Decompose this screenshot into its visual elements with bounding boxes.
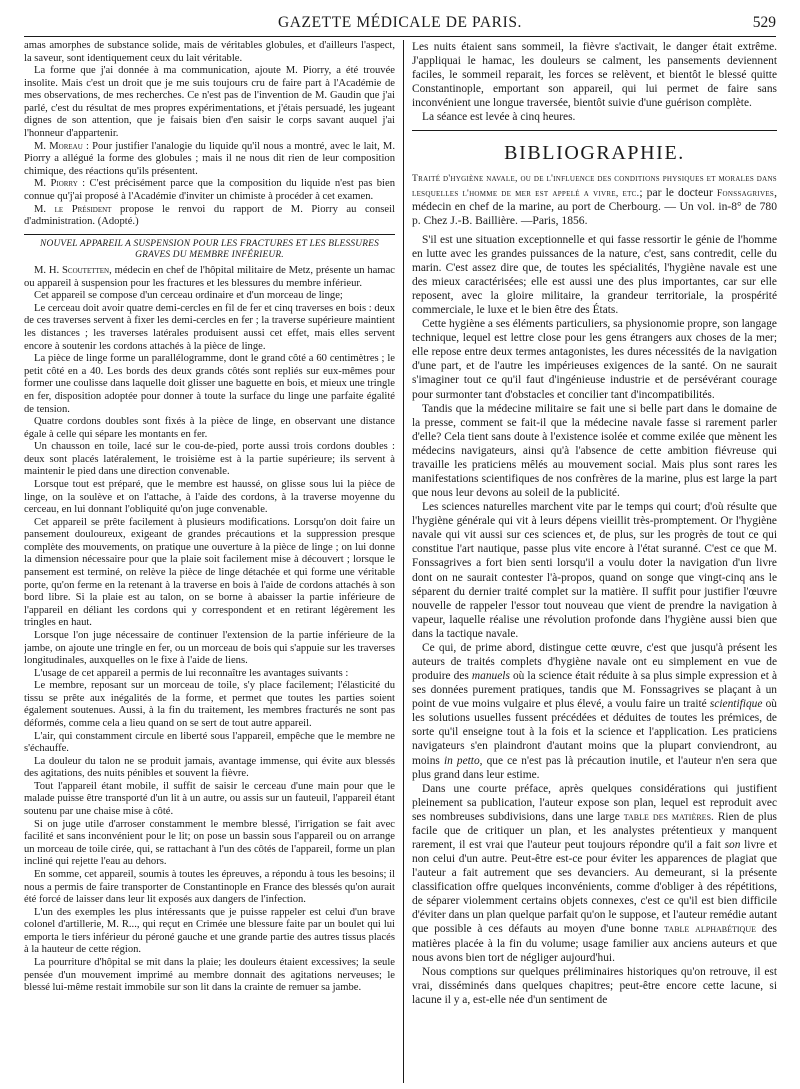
right-column [412,40,777,1083]
speaker-name: M. le Président [34,203,112,215]
paragraph: La pièce de linge forme un parallélogramme, dont le grand côté a 60 centimètres ; le petit côté en a 40. Les bords des deux grands côtés sont repliés sur eux-mêmes pour former une coulisse dans laquelle doit glisser une baguette en bois, et mieux une tringle en fer, disposition adoptée pour donner à toute la surface du linge une parfaite égalité de tension. [24,353,395,415]
paragraph-text: : C'est précisément parce que la composition du liquide n'est pas bien connue qu'j'ai proposé à l'Académie d'inviter un chimiste à procéder à cet examen. [24,178,395,202]
book-reference [412,171,777,229]
paragraph: Tandis que la médecine militaire se fait une si belle part dans le domaine de la presse, comment se fait-il que la médecine navale fasse si rarement parler d'elle? Cela tient sans doute à l'existence isolée et comme exilée que mènent les médecins navigateurs, ainsi qu'à l'absence de cette ambition fiévreuse qui travaille les praticiens mêlés au mouvement social. Mais plus sont rares les manifestations scientifiques de nos confrères de la marine, plus est large la part que nous leur devons au soleil de la publicité. [412,402,777,500]
paragraph [24,265,395,290]
journal-title: GAZETTE MÉDICALE DE PARIS. [277,14,523,31]
paragraph-text: des matières placée à la fin du volume; usage familier aux anciens auteurs et que nous avons bien tort de négliger aujourd'hui. [412,923,777,964]
book-details: , médecin en chef de la marine, au port de Cherbourg. — Un vol. in-8° de 780 p. Chez J.-B. Baillière. —Paris, 1856. [412,185,777,228]
speaker-name: M. H. Scoutetten [34,265,110,277]
column-divider [403,40,404,1083]
book-author: Fonssagrives [716,187,775,199]
book-author-prefix: ; par le docteur [639,185,717,199]
emphasis: manuels [471,670,510,683]
section-heading: NOUVEL APPAREIL A SUSPENSION POUR LES FRACTURES ET LES BLESSURES GRAVES DU MEMBRE INFÉRIEUR. [40,238,379,261]
paragraph [412,641,777,782]
paragraph: Cette hygiène a ses éléments particuliers, sa physionomie propre, son langage technique, lequel est lettre close pour les gens étrangers aux choses de la mer; elle repose entre deux termes antagonistes, les dures nécessités de la navigation d'une part, et de l'autre les impérieuses exigences de la santé. On ne saurait s'imaginer tout ce qu'il faut d'ingénieuse industrie et de persévérant courage pour surmonter tant d'obstacles et concilier tant d'incompatibilités. [412,318,777,401]
paragraph: Cet appareil se prête facilement à plusieurs modifications. Lorsqu'on doit faire un pansement douloureux, exigeant de grandes précautions et la suppression presque complète des mouvements, on pratique une ouverture à la pièce de linge ; on lui donne la dimension nécessaire pour que la plaie soit facilement mise à découvert ; lorsque le pansement est terminé, on relève la pièce de linge détachée et qui forme une véritable porte, qu'on ferme en la retenant à la traverse en bois à l'aide de cordons attachés à son bord libre. Si la plaie est au talon, on se borne à abaisser la partie inférieure de l'appareil en déliant les cordons qui y correspondent et en retirant légèrement les tringles en haut. [24,516,395,629]
paragraph: En somme, cet appareil, soumis à toutes les épreuves, a répondu à tous les besoins; il nous a permis de faire transporter de Constantinople en France des blessés qu'on aurait été forcé de laisser dans leur lit exposés aux dangers de l'infection. [24,868,395,906]
paragraph [412,782,777,965]
paragraph: Lorsque l'on juge nécessaire de continuer l'extension de la partie inférieure de la jambe, on ajoute une tringle en fer, ou un morceau de bois qui s'appuie sur les traverses longitudinales, auxquelles on le fixe à l'aide de liens. [24,629,395,667]
paragraph: Tout l'appareil étant mobile, il suffit de saisir le cerceau d'une main pour que le malade puisse être transporté d'un lit à un autre, ou assis sur un fauteuil, l'appareil étant soutenu par une chaise mise à côté. [24,780,395,818]
paragraph: Les sciences naturelles marchent vite par le temps qui court; d'où résulte que l'hygiène générale qui vit à leurs dépens vieillit très-promptement. Or l'hygiène navale qui vit aussi sur ces sciences et, de plus, sur les progrès de tout ce qui constitue l'art nautique, passe plus vite encore à l'état suranné. C'est ce que M. Fonssagrives a fort bien senti lorsqu'il a voulu doter la navigation d'un livre dont on ne saurait contester l'à-propos, quand on songe que vingt-cinq ans le séparent du dernier traité complet sur la matière. Il suffit pour justifier l'œuvre nouvelle de rappeler l'essor tout nouveau que vient de prendre la navigation à vapeur, laquelle réalise une révolution profonde dans l'hygiène aussi bien que dans la tactique navale. [412,501,777,640]
paragraph-text: : Pour justifier l'analogie du liquide qu'il nous a montré, avec le lait, M. Piorry a allégué la forme des globules ; mais il ne nous dit rien de leur composition chimique, des réactions qu'ils présentent. [24,140,395,177]
left-column [24,40,395,1083]
paragraph-text: propose le renvoi du rapport de M. Piorry au conseil d'administration. (Adopté.) [24,203,395,228]
emphasis: son [724,839,741,852]
paragraph: amas amorphes de substance solide, mais de véritables globules, et d'ailleurs l'aspect, la saveur, sont identiquement ceux du lait véritable. [24,40,395,64]
paragraph-text: Dans une courte préface, après quelques considérations qui justifient pleinement sa publication, l'auteur expose son plan, lequel est reproduit avec ses nombreuses subdivisions, dans une large [412,782,777,823]
small-caps-term: table alphabétique [664,923,756,936]
paragraph-text: où la science était réduite à sa plus simple expression et à ses données purement pratiques, tandis que M. Fonssagrives se plaçant à un point de vue moins vulgaire et plus élevé, a voulu faire un traité [412,670,777,711]
paragraph: Lorsque tout est préparé, que le membre est haussé, on glisse sous lui la pièce de linge, on la soulève et on l'attache, à l'aide des cordons, à la traverse moyenne du cerceau, en lui donnant l'obliquité qu'on juge convenable. [24,479,395,516]
paragraph: L'air, qui constamment circule en liberté sous l'appareil, empêche que le membre ne s'échauffe. [24,730,395,755]
paragraph [24,204,395,229]
paragraph-text: , que ce n'est pas là précaution inutile, et l'auteur n'en sera que plus grand dans leur estime. [412,754,777,781]
page-number: 529 [752,14,776,31]
paragraph: La forme que j'ai donnée à ma communication, ajoute M. Piorry, a été trouvée insolite. Mais c'est un droit que je me suis toujours cru de faire part à l'Académie de mes observations, de mes recherches. Ce n'est pas de l'invention de M. Gaudin que j'ai parlé, c'est du résultat de mes propres expérimentations, et j'étais persuadé, les jugeant dignes de son attention, que je faisais bien d'en saisir le corps savant auquel j'ai l'honneur d'appartenir. [24,65,395,140]
bibliography-section [412,130,777,228]
paragraph [24,141,395,179]
paragraph: Quatre cordons doubles sont fixés à la pièce de linge, en observant une distance égale à celle qui sépare les montants en fer. [24,416,395,440]
paragraph: Cet appareil se compose d'un cerceau ordinaire et d'un morceau de linge; [34,290,343,302]
emphasis: in petto [443,754,480,767]
speaker-name: M. Piorry [34,178,78,190]
paragraph: Le cerceau doit avoir quatre demi-cercles en fil de fer et cinq traverses en bois : deux de ces traverses servent à fixer les demi-cercles en fer ; la traverse supérieure maintient les distances ; les traverses latérales produisent aussi cet effet, mais elles servent encore à soutenir les cordons attachés à la pièce de linge. [24,302,395,352]
paragraph: La pourriture d'hôpital se mit dans la plaie; les douleurs étaient excessives; la seule pensée d'un mouvement imprimé au membre donnait des agitations nerveuses; le blessé lui-même restait immobile sur son lit dans la crainte de remuer sa jambe. [24,956,395,994]
paragraph: Le membre, reposant sur un morceau de toile, s'y place facilement; l'élasticité du tissu se prête aux inégalités de la forme, et permet que toutes les parties soient également soutenues. Aussi, à la fin du traitement, les membres fracturés ne sont pas déformés, comme cela a lieu quand on se sert de tout autre appareil. [24,680,395,729]
emphasis: scientifique [709,698,763,711]
paragraph: Nous comptions sur quelques préliminaires historiques qu'on retrouve, il est vrai, disséminés dans quelques chapitres; peut-être encore cette lacune, si lacune il y a, est-elle née d'un sentiment de [412,965,777,1006]
paragraph [24,178,395,203]
paragraph: La douleur du talon ne se produit jamais, avantage immense, qui évite aux blessés des agitations, des nuits pénibles et souvent la fièvre. [24,755,395,780]
paragraph-text: où les solutions usuelles fussent précédées et déduites de toutes les prémices, de sorte qu'il enseigne tout à la fois et la science et l'application. Les praticiens navigateurs s'en plaindront d'autant moins que la plupart conviendront, au moins [412,698,777,767]
paragraph: L'un des exemples les plus intéressants que je puisse rappeler est celui d'un brave colonel d'artillerie, M. R..., qui reçut en Crimée une blessure faite par un boulet qui lui emporta le tiers inférieur du péroné gauche et une grande partie des autres tissus placés à la hauteur de cette région. [24,906,395,956]
paragraph: Si on juge utile d'arroser constamment le membre blessé, l'irrigation se fait avec facilité et sans inconvénient pour le lit; on pose un bassin sous l'appareil ou on arrange un morceau de toile cirée, qui, se rattachant à l'un des côtés de l'appareil, forme un plan incliné qui rejette l'eau au dehors. [24,818,395,868]
speaker-name: M. Moreau [34,140,83,152]
bibliography-title: BIBLIOGRAPHIE. [504,142,685,165]
small-caps-term: table des matières [623,810,712,823]
paragraph: Les nuits étaient sans sommeil, la fièvre s'activait, le danger était extrême. J'appliquai le hamac, les douleurs se calment, les pansements deviennent faciles, le sommeil reparait, les forces se relèvent, et bientôt le blessé quitte Constantinople, emportant son appareil, qui lui permet de faire sans inconvénient une longue traversée, bientôt suivie d'une guérison complète. [412,41,777,110]
paragraph: L'usage de cet appareil a permis de lui reconnaître les avantages suivants : [34,667,349,679]
page-header [24,14,776,37]
paragraph: S'il est une situation exceptionnelle et qui fasse ressortir le génie de l'homme en lutte avec les grandes puissances de la nature, c'est, sans contredit, celle du marin. C'est assez dire que, de toutes les spécialités, l'hygiène navale est une des mieux caractérisées; elle est aussi une des plus importantes, car sur elle reposent, avec la gloire militaire, la grandeur territoriale, la prospérité commerciale, le luxe et le bien être des États. [412,233,777,317]
paragraph: La séance est levée à cinq heures. [422,111,576,124]
paragraph-text: , médecin en chef de l'hôpital militaire de Metz, présente un hamac ou appareil à suspension pour les fractures et les blessures du membre inférieur. [24,265,395,289]
paragraph-text: livre et non celui d'un autre. Peut-être est-ce pour éviter les apparences de plagiat que l'auteur a fait autrement que ses devanciers. Au demeurant, si la présente classification offre quelques inconvénients, comme d'obliger à des répétitions, de séparer violemment certains objets connexes, c'est ce qu'il est bien difficile d'éviter dans un plan quelque parfait qu'on le suppose, et l'auteur remédie autant que possible à ces défauts au moyen d'une bonne [412,839,777,936]
paragraph: Un chausson en toile, lacé sur le cou-de-pied, porte aussi trois cordons doubles : deux sont placés latéralement, le troisième est à la partie supérieure; ils servent à maintenir le pied dans une direction convenable. [24,441,395,478]
paragraph-text: Ce qui, de prime abord, distingue cette œuvre, c'est que jusqu'à présent les auteurs de traités complets d'hygiène navale ont eu simplement en vue de produire des [412,641,777,683]
section-rule [24,234,395,235]
book-title: Traité d'hygiène navale, ou de l'influence des conditions physiques et morales dans lesquelles l'homme de mer est appelé a vivre, etc. [412,173,777,199]
paragraph-text: . Rien de plus facile que de critiquer un plan, et les analystes prétentieux y manquent rarement, il est vrai que l'auteur peut toujours répondre qu'il a fait [412,810,777,852]
